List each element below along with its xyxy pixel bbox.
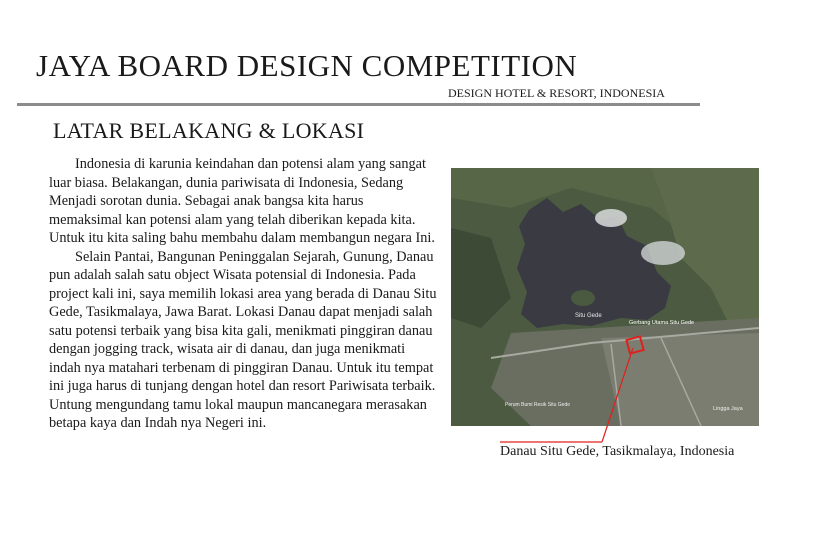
satellite-map xyxy=(451,168,759,426)
label-lake: Situ Gede xyxy=(575,313,602,319)
cloud-2 xyxy=(641,241,685,265)
cloud-1 xyxy=(595,209,627,227)
map-caption: Danau Situ Gede, Tasikmalaya, Indonesia xyxy=(500,444,735,459)
section-title: LATAR BELAKANG & LOKASI xyxy=(53,118,365,143)
header-divider xyxy=(17,103,700,106)
label-housing: Perum Bumi Resik Situ Gede xyxy=(505,402,571,408)
lake-island xyxy=(571,290,595,306)
label-village: Lingga Jaya xyxy=(713,406,743,412)
map-graphic xyxy=(451,168,759,426)
body-text xyxy=(49,155,439,433)
page-subtitle: DESIGN HOTEL & RESORT, INDONESIA xyxy=(448,86,665,100)
paragraph-2: Selain Pantai, Bangunan Peninggalan Sejarah, Gunung, Danau pun adalah salah satu object Wisata potensial di Indonesia. Pada project kali ini, saya memilih lokasi area yang berada di Danau Situ Gede, Tasikmalaya, Jawa Barat. Lokasi Danau dapat menjadi salah satu potensi terbaik yang bisa kita gali, menikmati pinggiran danau dengan jogging track, wisata air di danau, dan juga menikmati indah nya matahari terbenam di pinggiran Danau. Untuk itu tempat ini juga harus di tunjang dengan hotel dan resort Pariwisata terbaik. Untung mengundang tamu lokal maupun mancanegara merasakan betapa kaya dan Indah nya Negeri ini. xyxy=(49,248,437,431)
label-gate: Gerbang Utama Situ Gede xyxy=(629,320,695,326)
page-title: JAYA BOARD DESIGN COMPETITION xyxy=(36,48,578,83)
paragraph-1: Indonesia di karunia keindahan dan potensi alam yang sangat luar biasa. Belakangan, dunia pariwisata di Indonesia, Sedang Menjadi sorotan dunia. Sebagai anak bangsa kita harus memaksimal kan potensi alam yang telah diberikan kepada kita. Untuk itu kita saling bahu membahu dalam membangun negara Ini. xyxy=(49,156,435,246)
